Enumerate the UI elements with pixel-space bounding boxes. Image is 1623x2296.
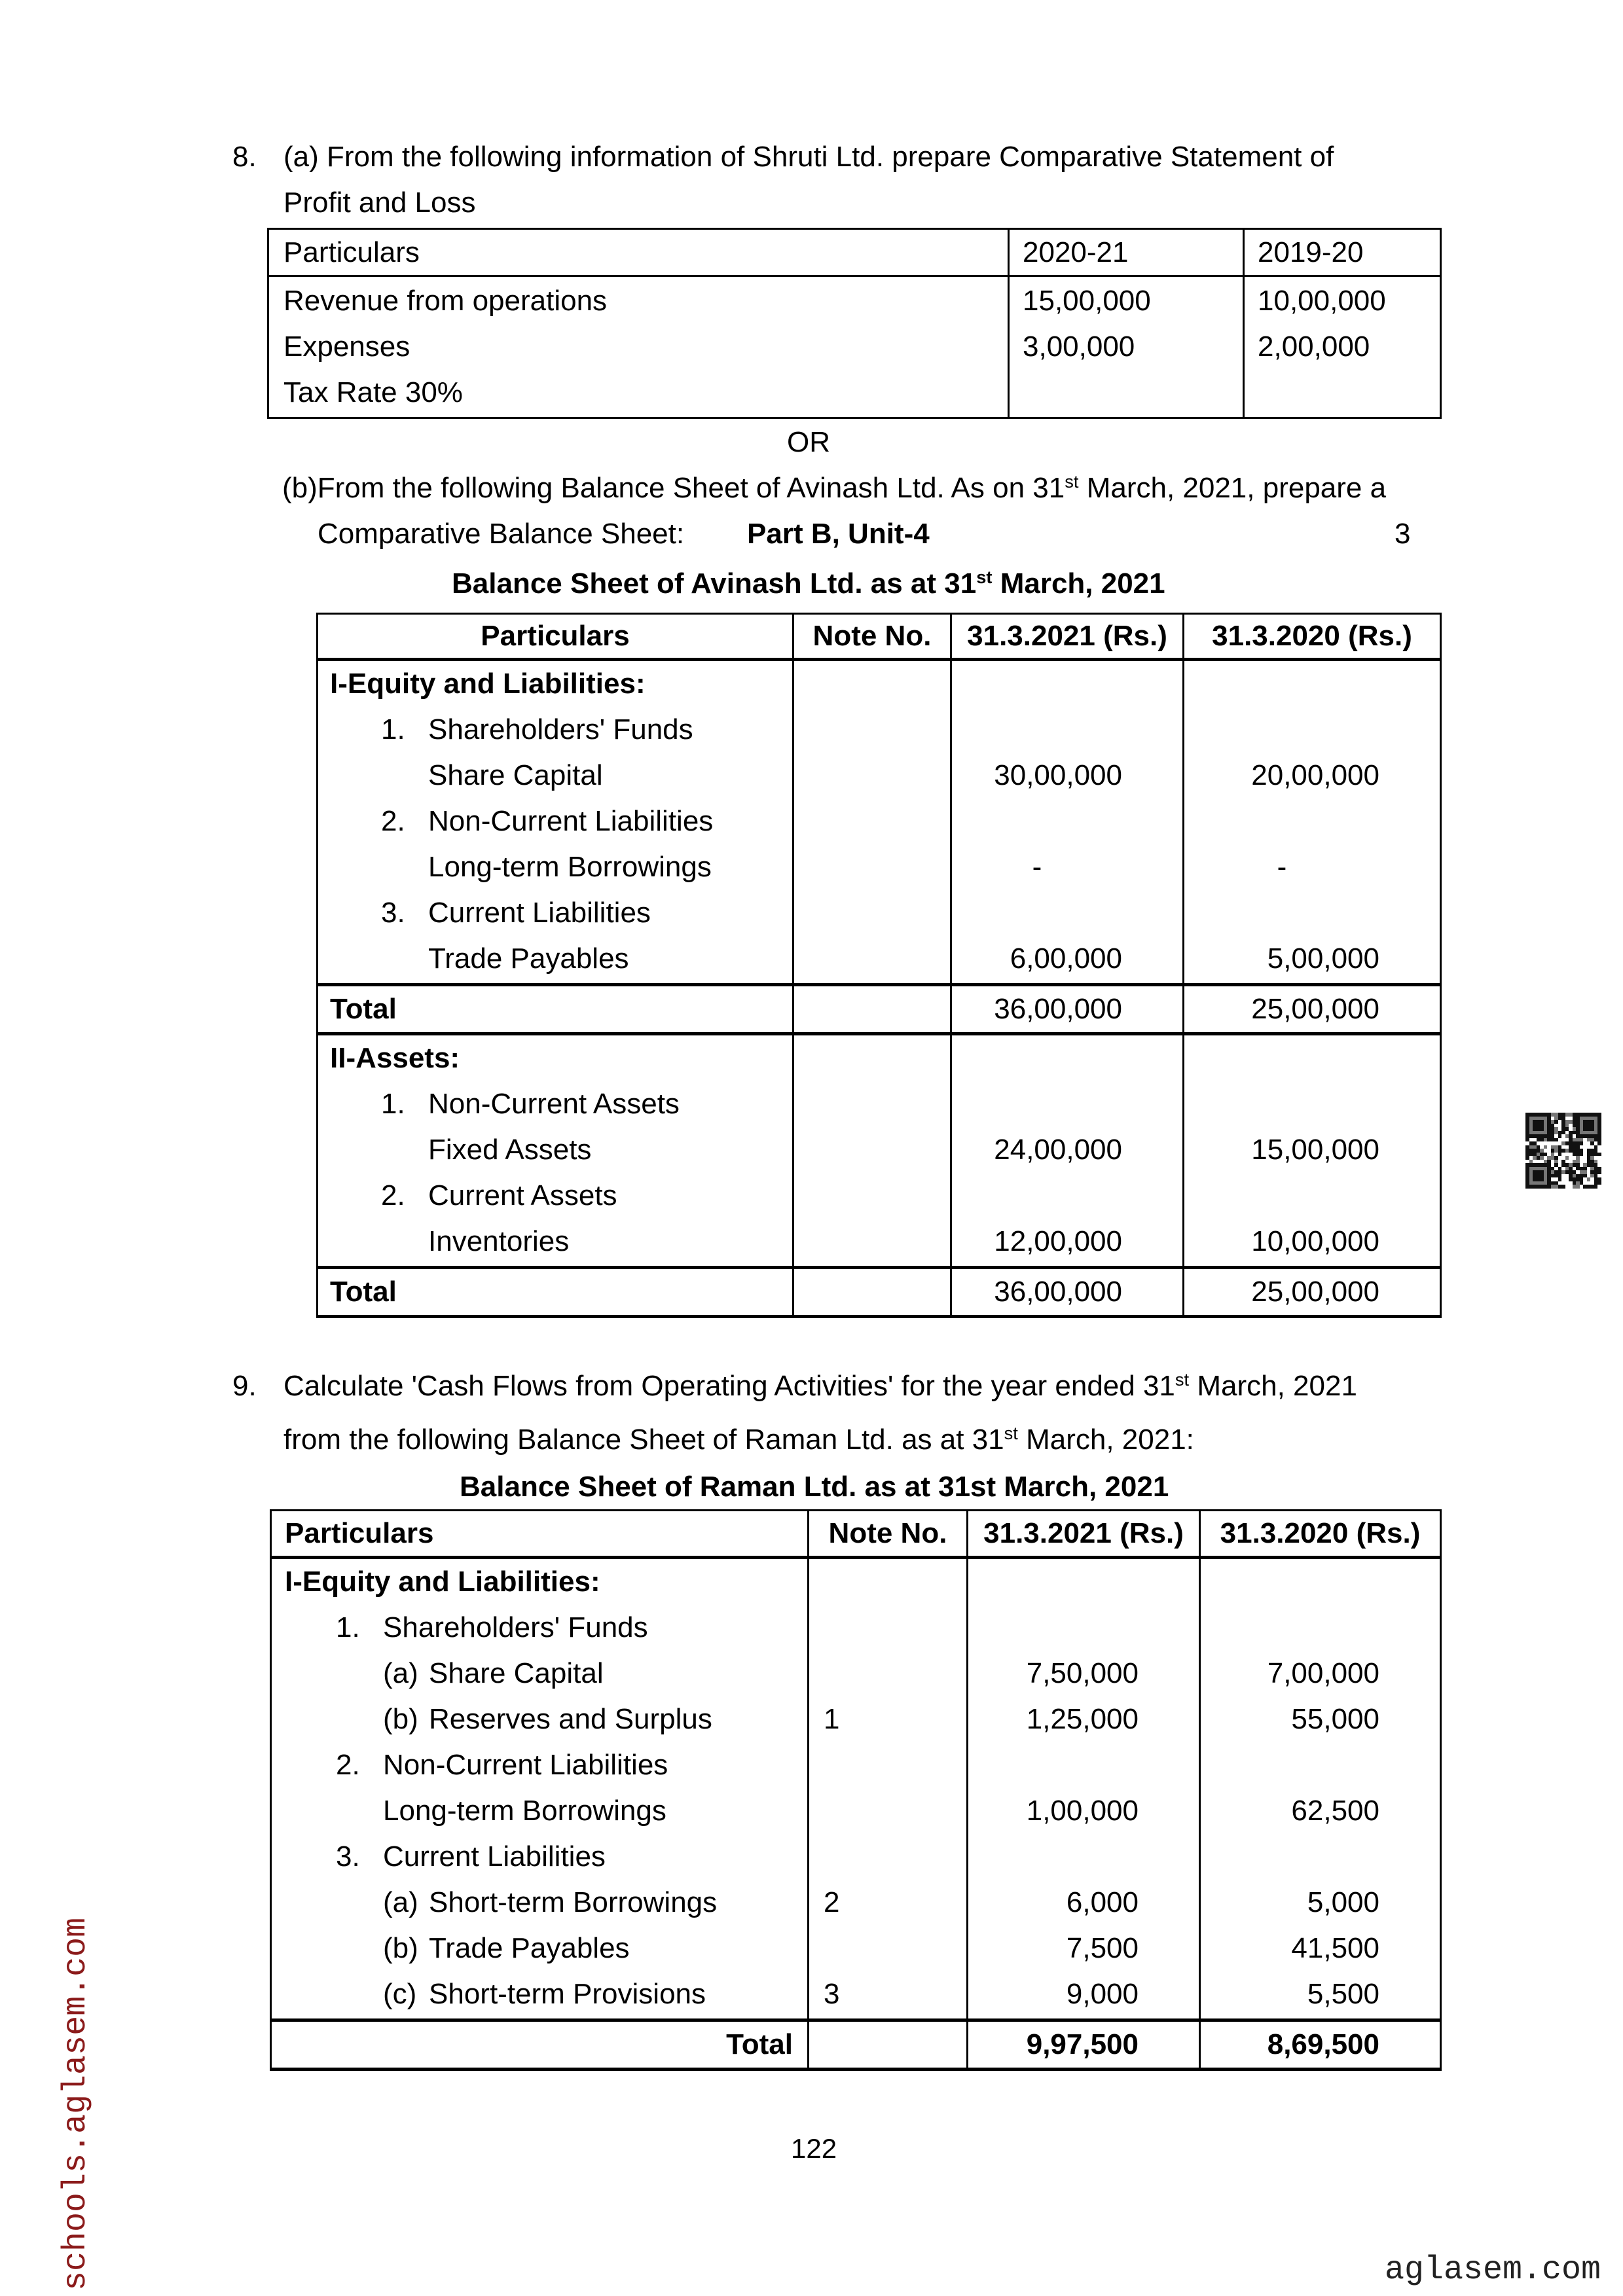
value-2021: 6,00,000: [1010, 942, 1122, 975]
value-2020: 41,500: [1291, 1932, 1379, 1964]
value-2021: 1,25,000: [1026, 1703, 1139, 1735]
value-2020: 5,000: [1307, 1886, 1379, 1918]
note-number: 1: [824, 1703, 840, 1735]
value-2020: [1201, 1834, 1379, 1880]
value-2021: 24,00,000: [994, 1134, 1122, 1166]
question-8a-line2: Profit and Loss: [283, 187, 476, 219]
value-2021: [968, 1834, 1139, 1880]
list-item: 3. Current Liabilities: [381, 897, 651, 929]
total-row: [271, 2020, 1441, 2070]
total-2021: 36,00,000: [994, 993, 1122, 1025]
unit-reference: Part B, Unit-4: [747, 518, 930, 550]
value-2020: 5,00,000: [1267, 942, 1379, 975]
value-2021: 1,00,000: [1026, 1795, 1139, 1827]
total-label: Total: [330, 1276, 397, 1308]
total-2020: 25,00,000: [1251, 1276, 1379, 1308]
list-item: 1. Non-Current Assets: [381, 1088, 680, 1120]
total-row: [318, 985, 1441, 1034]
list-item: Fixed Assets: [428, 1134, 592, 1166]
value-2020: 20,00,000: [1251, 759, 1379, 791]
header-note-no: Note No.: [809, 1511, 968, 1558]
list-item: 2. Non-Current Liabilities: [336, 1749, 668, 1781]
section-title: II-Assets:: [330, 1042, 460, 1074]
value-2021: [968, 1742, 1139, 1788]
total-2020: 25,00,000: [1251, 993, 1379, 1025]
row-label: Tax Rate 30%: [283, 376, 463, 408]
value-2021: -: [1032, 851, 1042, 883]
header-31-3-2021: 31.3.2021 (Rs.): [951, 614, 1184, 660]
or-separator: OR: [787, 426, 830, 458]
value-2019-20: 10,00,000: [1258, 285, 1386, 317]
marks: 3: [1395, 518, 1411, 550]
value-2019-20: [1258, 370, 1440, 416]
header-31-3-2020: 31.3.2020 (Rs.): [1200, 1511, 1441, 1558]
question-8a-line1: (a) From the following information of Shruti Ltd. prepare Comparative Statement of: [283, 141, 1334, 173]
value-2019-20: 2,00,000: [1258, 331, 1370, 363]
note-number: [824, 1742, 966, 1788]
raman-balance-sheet-table: [270, 1509, 1442, 2071]
total-2021: 9,97,500: [1026, 2028, 1139, 2060]
value-2020-21: 15,00,000: [1023, 285, 1151, 317]
section-title: I-Equity and Liabilities:: [330, 668, 646, 700]
value-2020: [1201, 1742, 1379, 1788]
header-31-3-2021: 31.3.2021 (Rs.): [968, 1511, 1200, 1558]
note-number: [824, 1651, 966, 1696]
value-2020-21: 3,00,000: [1023, 331, 1135, 363]
list-item: (b) Reserves and Surplus: [383, 1703, 712, 1735]
value-2021: 6,000: [1066, 1886, 1139, 1918]
page-number: 122: [791, 2133, 837, 2164]
header-2019-20: 2019-20: [1244, 229, 1441, 276]
table-body-row: [268, 276, 1441, 418]
assets-section: [318, 1034, 1441, 1268]
list-item: Share Capital: [428, 759, 603, 791]
side-watermark: schools.aglasem.com: [58, 1917, 95, 2291]
value-2020: 62,500: [1291, 1795, 1379, 1827]
value-2021: [968, 1605, 1139, 1651]
note-number: 3: [824, 1978, 840, 2010]
value-2020: 5,500: [1307, 1978, 1379, 2010]
qr-code-icon: [1525, 1113, 1601, 1189]
list-item: Inventories: [428, 1225, 570, 1257]
note-number: [824, 1605, 966, 1651]
shruti-pl-table: [267, 228, 1442, 419]
value-2020: 7,00,000: [1267, 1657, 1379, 1689]
total-2020: 8,69,500: [1267, 2028, 1379, 2060]
total-label: Total: [330, 993, 397, 1025]
question-8-number: 8.: [232, 141, 257, 173]
value-2021: 9,000: [1066, 1978, 1139, 2010]
question-9-line1: Calculate 'Cash Flows from Operating Activities' for the year ended 31st March, 2021: [283, 1369, 1357, 1402]
list-item: (b) Trade Payables: [383, 1932, 630, 1964]
list-item: 2. Current Assets: [381, 1179, 617, 1211]
list-item: (a) Share Capital: [383, 1657, 604, 1689]
note-number: [824, 1834, 966, 1880]
note-number: 2: [824, 1886, 840, 1918]
row-label: Revenue from operations: [283, 285, 608, 317]
question-9-line2: from the following Balance Sheet of Raman Ltd. as at 31st March, 2021:: [283, 1423, 1194, 1456]
value-2020: 15,00,000: [1251, 1134, 1379, 1166]
list-item: 2. Non-Current Liabilities: [381, 805, 714, 837]
value-2021: 30,00,000: [994, 759, 1122, 791]
value-2021: 12,00,000: [994, 1225, 1122, 1257]
question-8b-line1: (b)From the following Balance Sheet of Avinash Ltd. As on 31st March, 2021, prepare a: [282, 471, 1387, 504]
total-row: [318, 1268, 1441, 1317]
note-number: [824, 1788, 966, 1834]
list-item: Trade Payables: [428, 942, 629, 975]
row-label: Expenses: [283, 331, 410, 363]
value-2020: 10,00,000: [1251, 1225, 1379, 1257]
header-particulars: Particulars: [271, 1511, 809, 1558]
value-2020-21: [1023, 370, 1243, 416]
total-label: Total: [726, 2028, 793, 2060]
value-2020: -: [1277, 851, 1287, 883]
question-9-number: 9.: [232, 1370, 257, 1402]
list-item: 3. Current Liabilities: [336, 1840, 606, 1873]
list-item: Long-term Borrowings: [428, 851, 712, 883]
equity-liabilities-section: [271, 1558, 1441, 2020]
value-2021: 7,500: [1066, 1932, 1139, 1964]
value-2020: [1201, 1605, 1379, 1651]
value-2020: 55,000: [1291, 1703, 1379, 1735]
list-item: (a) Short-term Borrowings: [383, 1886, 718, 1918]
raman-table-title: Balance Sheet of Raman Ltd. as at 31st March, 2021: [460, 1471, 1169, 1503]
question-8b-line2: Comparative Balance Sheet:: [318, 518, 685, 550]
avinash-balance-sheet-table: [316, 613, 1442, 1318]
header-particulars: Particulars: [318, 614, 793, 660]
header-note-no: Note No.: [793, 614, 951, 660]
header-31-3-2020: 31.3.2020 (Rs.): [1184, 614, 1441, 660]
table-header-row: [318, 614, 1441, 660]
avinash-table-title: Balance Sheet of Avinash Ltd. as at 31st March, 2021: [452, 567, 1165, 600]
list-item: 1. Shareholders' Funds: [381, 713, 693, 745]
header-particulars: Particulars: [268, 229, 1009, 276]
section-title: I-Equity and Liabilities:: [285, 1566, 600, 1598]
list-item: Long-term Borrowings: [383, 1795, 666, 1827]
list-item: 1. Shareholders' Funds: [336, 1611, 648, 1643]
header-2020-21: 2020-21: [1009, 229, 1244, 276]
table-header-row: [271, 1511, 1441, 1558]
footer-watermark: aglasem.com: [1384, 2251, 1601, 2289]
table-header-row: [268, 229, 1441, 276]
list-item: (c) Short-term Provisions: [383, 1978, 706, 2010]
total-2021: 36,00,000: [994, 1276, 1122, 1308]
equity-liabilities-section: [318, 660, 1441, 985]
value-2021: 7,50,000: [1026, 1657, 1139, 1689]
note-number: [824, 1926, 966, 1971]
